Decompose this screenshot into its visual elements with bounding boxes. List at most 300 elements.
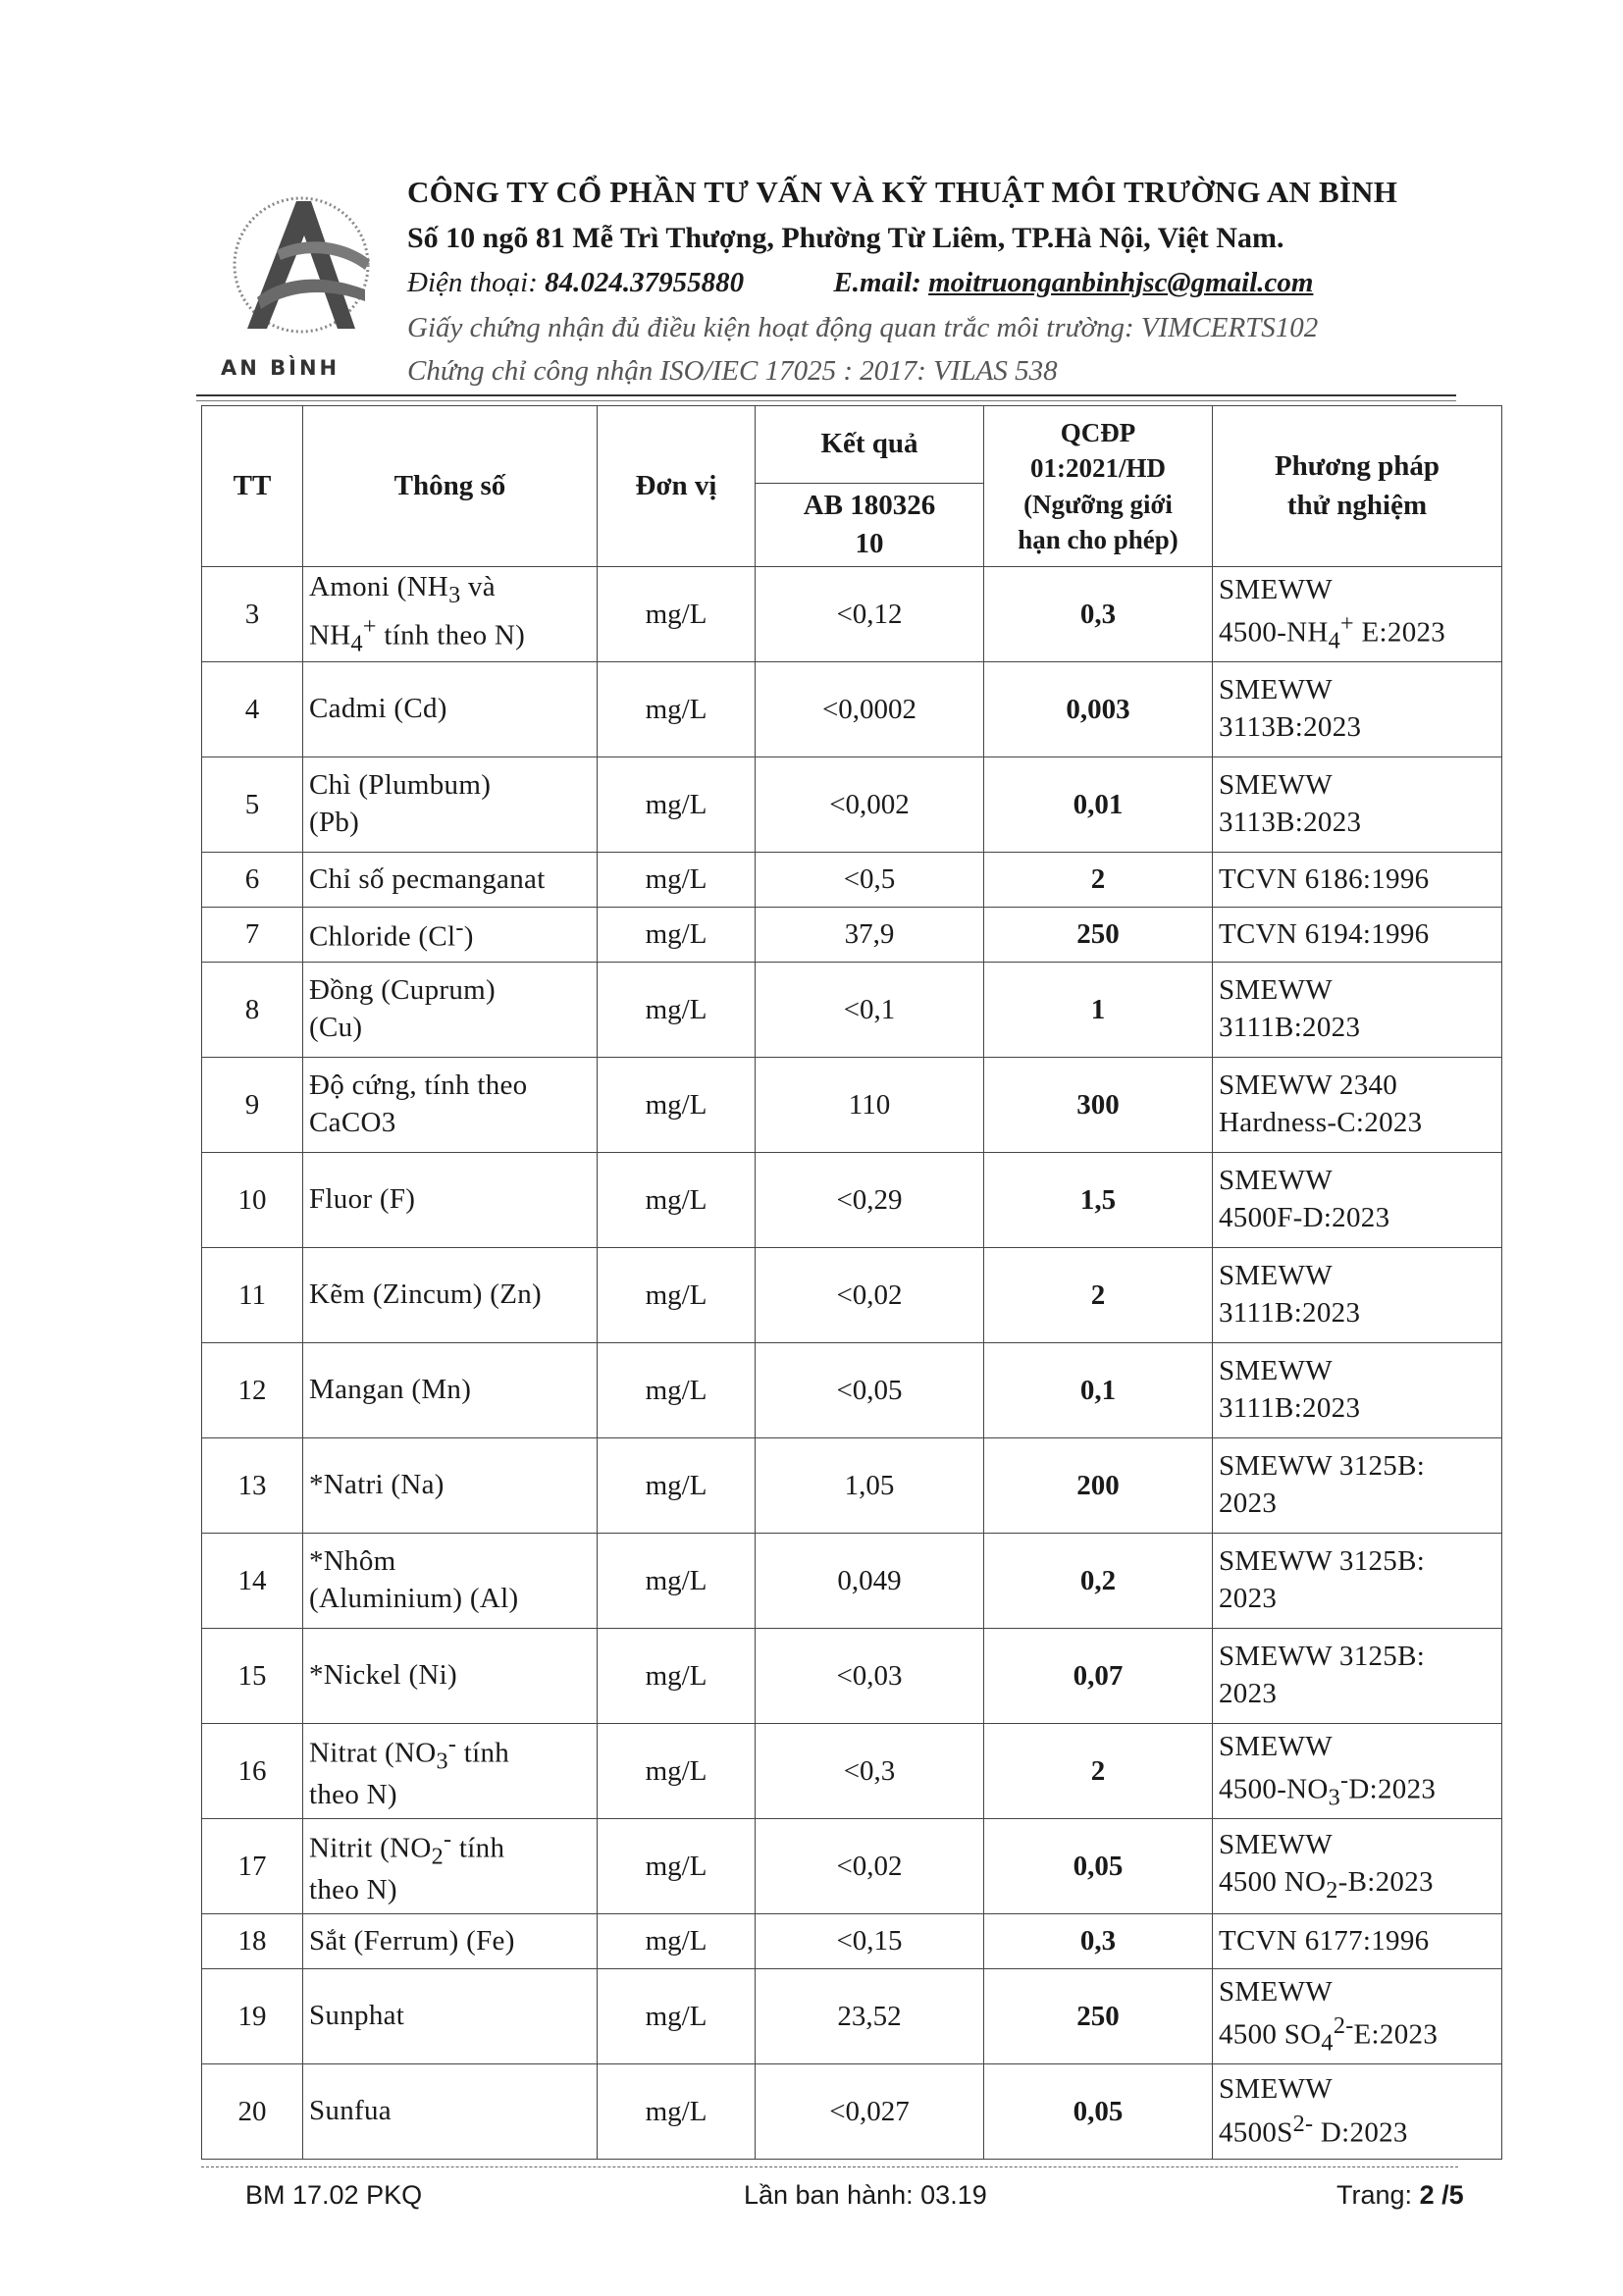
company-logo [218,182,385,378]
cell-limit [984,853,1213,908]
method-line1 [1219,1258,1495,1295]
param-line1 [309,1181,591,1219]
cell-param [303,1153,598,1248]
method-line2 [1219,2010,1495,2059]
table-row [202,853,1502,908]
col-param-header: Thông số [303,406,598,567]
issue-number: Lần ban hành: 03.19 [744,2180,987,2210]
phone-label: Điện thoại: [407,267,538,298]
method-superscript: 2- [1333,2012,1354,2040]
method-subscript: 2 [1326,1876,1338,1904]
cell-method [1213,1058,1502,1153]
result-value: <0,05 [836,1374,903,1406]
cell-limit [984,1969,1213,2064]
cell-limit [984,963,1213,1058]
param-line2 [309,1777,591,1814]
method-text: 3111B:2023 [1219,1012,1361,1043]
param-subscript: 4 [350,630,363,657]
param-text: Sunphat [309,2000,405,2032]
param-superscript: - [447,1730,457,1757]
param-line2 [309,611,591,659]
param-line1 [309,1657,591,1695]
param-line2 [309,1105,591,1142]
cell-param [303,1724,598,1819]
cell-limit [984,1248,1213,1343]
cell-tt [202,1343,303,1438]
cell-method [1213,1438,1502,1534]
method-header-line1: Phương pháp [1274,450,1440,483]
param-text: Chỉ số pecmanganat [309,862,546,895]
method-text: 4500 SO [1219,2019,1322,2052]
tt-value: 18 [237,1925,267,1957]
param-text: Kẽm (Zincum) (Zn) [309,1278,543,1311]
table-row [202,1534,1502,1629]
unit-value: mg/L [645,2095,707,2127]
col-result-sample-header [756,484,984,567]
cell-unit [598,1534,756,1629]
tt-value: 11 [238,1278,266,1311]
param-text-tail: tính [456,1737,510,1769]
cell-param [303,1438,598,1534]
unit-value: mg/L [645,1659,707,1692]
table-row [202,1724,1502,1819]
cell-unit [598,908,756,963]
method-text: 2023 [1219,1583,1278,1614]
limit-value: 0,1 [1079,1374,1117,1406]
param-line1 [309,2093,591,2130]
method-text: 3113B:2023 [1219,807,1362,838]
cell-tt [202,1534,303,1629]
cell-result [756,908,984,963]
param-text: Sắt (Ferrum) (Fe) [309,1924,515,1957]
method-text: TCVN 6194:1996 [1219,917,1430,950]
tt-value: 7 [244,918,260,950]
param-text: (Pb) [309,807,360,838]
cell-result [756,1438,984,1534]
param-text: Amoni (NH [309,571,449,603]
result-value: <0,02 [836,1278,903,1311]
tt-value: 8 [244,993,260,1025]
param-line2 [309,1872,591,1909]
method-text: 3111B:2023 [1219,1297,1361,1329]
method-text: 2023 [1219,1678,1278,1709]
param-line1 [309,1824,591,1872]
cell-param [303,757,598,853]
unit-value: mg/L [645,1850,707,1882]
cell-tt [202,1819,303,1914]
cell-result [756,2064,984,2160]
method-text: SMEWW [1219,974,1333,1007]
cell-unit [598,853,756,908]
param-text: (Cu) [309,1012,363,1043]
tt-value: 4 [244,693,260,725]
method-text: SMEWW [1219,1730,1333,1762]
header-divider-thin [196,400,1456,401]
cell-result [756,567,984,662]
cell-tt [202,1629,303,1724]
method-subscript: 3 [1328,1784,1341,1811]
cell-result [756,1058,984,1153]
email-link[interactable]: moitruonganbinhjsc@gmail.com [928,267,1314,298]
method-superscript: 2- [1292,2110,1314,2137]
cell-limit [984,1724,1213,1819]
cell-tt [202,1724,303,1819]
limit-value: 1,5 [1079,1183,1117,1216]
param-line1 [309,767,591,805]
cell-param [303,1629,598,1724]
limit-header-line4: hạn cho phép) [1018,524,1178,554]
cell-method [1213,1343,1502,1438]
limit-value: 0,2 [1079,1564,1117,1596]
unit-value: mg/L [645,788,707,820]
param-text: Cadmi (Cd) [309,693,447,725]
limit-value: 0,3 [1079,1925,1117,1957]
cell-unit [598,1058,756,1153]
table-row [202,1969,1502,2064]
method-line2 [1219,1200,1495,1237]
table-row [202,1438,1502,1534]
col-tt-header: TT [202,406,303,567]
phone-number: 84.024.37955880 [545,267,745,298]
method-text: SMEWW [1219,573,1333,605]
method-text: 3111B:2023 [1219,1392,1361,1424]
method-text: 4500-NO [1219,1774,1329,1806]
table-row [202,1153,1502,1248]
param-text: *Nickel (Ni) [309,1659,457,1692]
param-text: Nitrit (NO [309,1832,432,1864]
limit-value: 250 [1076,918,1120,950]
limit-value: 200 [1076,1469,1120,1501]
cell-method [1213,1819,1502,1914]
param-line1 [309,1372,591,1409]
cell-limit [984,1819,1213,1914]
param-text: Chloride (Cl [309,920,456,953]
company-address: Số 10 ngõ 81 Mễ Trì Thượng, Phường Từ Liêm, TP.Hà Nội, Việt Nam. [407,222,1284,254]
tt-value: 9 [244,1088,260,1121]
param-text: *Natri (Na) [309,1469,445,1501]
col-unit-header: Đơn vị [598,406,756,567]
method-subscript: 4 [1328,627,1341,654]
method-text: SMEWW [1219,1975,1333,2008]
param-line1 [309,569,591,610]
method-line2 [1219,805,1495,842]
method-line2 [1219,1390,1495,1428]
cell-param [303,1969,598,2064]
table-row [202,963,1502,1058]
method-line2 [1219,1105,1495,1142]
param-text: Sunfua [309,2095,392,2127]
page-number [1336,2180,1464,2211]
param-line1 [309,913,591,956]
form-code: BM 17.02 PKQ [245,2180,423,2210]
method-text: SMEWW [1219,1260,1333,1292]
cell-result [756,853,984,908]
limit-value: 0,003 [1066,693,1130,725]
result-value: <0,1 [843,993,896,1025]
limit-value: 250 [1076,2000,1120,2032]
sample-code-line1: AB 180326 [803,489,936,521]
footer-divider [201,2166,1458,2167]
col-result-header: Kết quả [756,406,984,484]
cell-limit [984,1343,1213,1438]
cell-method [1213,1534,1502,1629]
results-table [201,405,1502,2160]
method-text: SMEWW [1219,674,1333,706]
cell-param [303,908,598,963]
method-line1 [1219,572,1495,609]
param-line2 [309,1581,591,1618]
tt-value: 13 [237,1469,267,1501]
cell-param [303,1914,598,1969]
cell-param [303,1819,598,1914]
param-subscript: 2 [431,1843,445,1870]
param-text: CaCO3 [309,1107,396,1138]
cell-unit [598,1438,756,1534]
limit-value: 2 [1090,863,1106,895]
method-text-tail: E:2023 [1353,617,1446,650]
results-body [202,567,1502,2160]
param-line1 [309,1543,591,1581]
cell-unit [598,1819,756,1914]
param-text: (Aluminium) (Al) [309,1583,519,1614]
cell-method [1213,1914,1502,1969]
cell-limit [984,1534,1213,1629]
method-line1 [1219,767,1495,805]
method-text: SMEWW [1219,2072,1333,2105]
param-text-tail: tính theo N) [376,619,526,652]
cell-unit [598,662,756,757]
method-line1 [1219,861,1495,899]
cell-tt [202,963,303,1058]
cell-unit [598,1914,756,1969]
method-line2 [1219,1864,1495,1905]
limit-header-line3: (Ngưỡng giới [1023,489,1173,519]
table-row [202,1248,1502,1343]
table-row [202,1343,1502,1438]
iso-line: Chứng chỉ công nhận ISO/IEC 17025 : 2017: VILAS 538 [407,355,1058,387]
param-text: Đồng (Cuprum) [309,974,496,1007]
cell-tt [202,1969,303,2064]
limit-value: 0,05 [1073,1850,1124,1882]
method-line1 [1219,916,1495,954]
unit-value: mg/L [645,1925,707,1957]
tt-value: 12 [237,1374,267,1406]
limit-value: 1 [1090,993,1106,1025]
col-limit-header [984,406,1213,567]
unit-value: mg/L [645,1278,707,1311]
method-line2 [1219,2109,1495,2152]
param-text-tail: tính [451,1832,505,1864]
method-text: SMEWW 2340 [1219,1070,1398,1102]
cell-tt [202,1914,303,1969]
param-text: theo N) [309,1873,397,1905]
cell-method [1213,963,1502,1058]
method-text-tail: D:2023 [1348,1774,1437,1806]
method-text: 2023 [1219,1487,1278,1519]
cell-tt [202,1438,303,1534]
method-text: Hardness-C:2023 [1219,1107,1423,1138]
cell-limit [984,662,1213,757]
cell-limit [984,1153,1213,1248]
unit-value: mg/L [645,1088,707,1121]
method-header-line2: thử nghiệm [1286,489,1428,521]
method-text: SMEWW 3125B: [1219,1641,1426,1673]
result-value: 110 [848,1088,891,1121]
cell-method [1213,757,1502,853]
method-text: SMEWW [1219,769,1333,802]
cell-limit [984,567,1213,662]
method-superscript: + [1340,610,1354,638]
cell-param [303,2064,598,2160]
result-value: <0,29 [836,1183,903,1216]
tt-value: 20 [237,2095,267,2127]
cell-tt [202,662,303,757]
method-text: 3113B:2023 [1219,711,1362,743]
param-line1 [309,1467,591,1504]
result-value: <0,5 [843,863,896,895]
cell-method [1213,1724,1502,1819]
unit-value: mg/L [645,1183,707,1216]
method-line1 [1219,1448,1495,1486]
param-superscript: - [455,914,464,942]
param-line1 [309,691,591,728]
limit-value: 2 [1090,1278,1106,1311]
cell-unit [598,757,756,853]
certificate-line: Giấy chứng nhận đủ điều kiện hoạt động quan trắc môi trường: VIMCERTS102 [407,312,1319,343]
cell-method [1213,662,1502,757]
result-value: <0,0002 [821,693,917,725]
tt-value: 3 [244,598,260,630]
cell-tt [202,908,303,963]
cell-result [756,1629,984,1724]
unit-value: mg/L [645,693,707,725]
method-line2 [1219,1486,1495,1523]
cell-limit [984,1914,1213,1969]
cell-result [756,757,984,853]
cell-method [1213,2064,1502,2160]
email-label: E.mail: [833,267,921,298]
result-value: <0,027 [829,2095,910,2127]
cell-param [303,1058,598,1153]
table-row [202,567,1502,662]
cell-unit [598,1343,756,1438]
unit-value: mg/L [645,993,707,1025]
method-line1 [1219,672,1495,709]
cell-result [756,963,984,1058]
param-line1 [309,1923,591,1960]
method-line1 [1219,1543,1495,1581]
method-text: TCVN 6177:1996 [1219,1924,1430,1957]
param-line2 [309,1010,591,1047]
cell-tt [202,1153,303,1248]
cell-param [303,662,598,757]
result-value: <0,02 [836,1850,903,1882]
table-row [202,1629,1502,1724]
cell-result [756,1969,984,2064]
unit-value: mg/L [645,1754,707,1787]
param-superscript: - [444,1825,452,1852]
cell-method [1213,567,1502,662]
cell-unit [598,1629,756,1724]
cell-method [1213,1629,1502,1724]
param-line2 [309,805,591,842]
method-text-tail: -B:2023 [1337,1865,1434,1898]
cell-unit [598,2064,756,2160]
param-line1 [309,1998,591,2035]
param-text: Nitrat (NO [309,1737,437,1769]
param-text: Mangan (Mn) [309,1374,472,1406]
table-header-row [202,406,1502,484]
tt-value: 5 [244,788,260,820]
cell-param [303,567,598,662]
cell-limit [984,2064,1213,2160]
tt-value: 10 [237,1183,267,1216]
table-row [202,908,1502,963]
method-line1 [1219,1923,1495,1960]
method-text: SMEWW [1219,1165,1333,1197]
result-value: <0,3 [843,1754,896,1787]
method-subscript: 4 [1321,2029,1334,2057]
result-value: <0,002 [829,788,910,820]
cell-tt [202,567,303,662]
method-text: SMEWW 3125B: [1219,1545,1426,1578]
cell-limit [984,757,1213,853]
header-divider [196,394,1456,396]
method-text: SMEWW 3125B: [1219,1450,1426,1483]
method-line1 [1219,1827,1495,1864]
method-line1 [1219,1974,1495,2011]
tt-value: 19 [237,2000,267,2032]
cell-limit [984,1058,1213,1153]
sample-code-line2: 10 [855,528,884,559]
method-text: 4500 NO [1219,1865,1327,1898]
method-text: 4500-NH [1219,617,1329,650]
cell-param [303,963,598,1058]
result-value: 23,52 [837,2000,902,2032]
cell-unit [598,1969,756,2064]
method-line2 [1219,1676,1495,1713]
tt-value: 15 [237,1659,267,1692]
unit-value: mg/L [645,1564,707,1596]
tt-value: 16 [237,1754,267,1787]
cell-method [1213,908,1502,963]
cell-result [756,1534,984,1629]
param-text: Độ cứng, tính theo [309,1070,528,1102]
method-line2 [1219,1010,1495,1047]
method-text: SMEWW [1219,1829,1333,1861]
param-text: *Nhôm [309,1545,396,1578]
logo-text: AN BÌNH [221,356,340,380]
param-text: NH [309,619,351,652]
method-line1 [1219,2071,1495,2109]
method-line2 [1219,608,1495,656]
method-line1 [1219,1729,1495,1766]
method-text: SMEWW [1219,1355,1333,1387]
company-name: CÔNG TY CỔ PHẦN TƯ VẤN VÀ KỸ THUẬT MÔI TRƯỜNG AN BÌNH [407,175,1398,209]
cell-result [756,1819,984,1914]
tt-value: 6 [244,863,260,895]
cell-limit [984,1438,1213,1534]
tt-value: 14 [237,1564,267,1596]
cell-tt [202,2064,303,2160]
method-line1 [1219,1353,1495,1390]
limit-value: 0,01 [1073,788,1124,820]
result-value: <0,12 [836,598,903,630]
page-value: 2 /5 [1419,2180,1464,2210]
cell-method [1213,1248,1502,1343]
unit-value: mg/L [645,598,707,630]
unit-value: mg/L [645,918,707,950]
